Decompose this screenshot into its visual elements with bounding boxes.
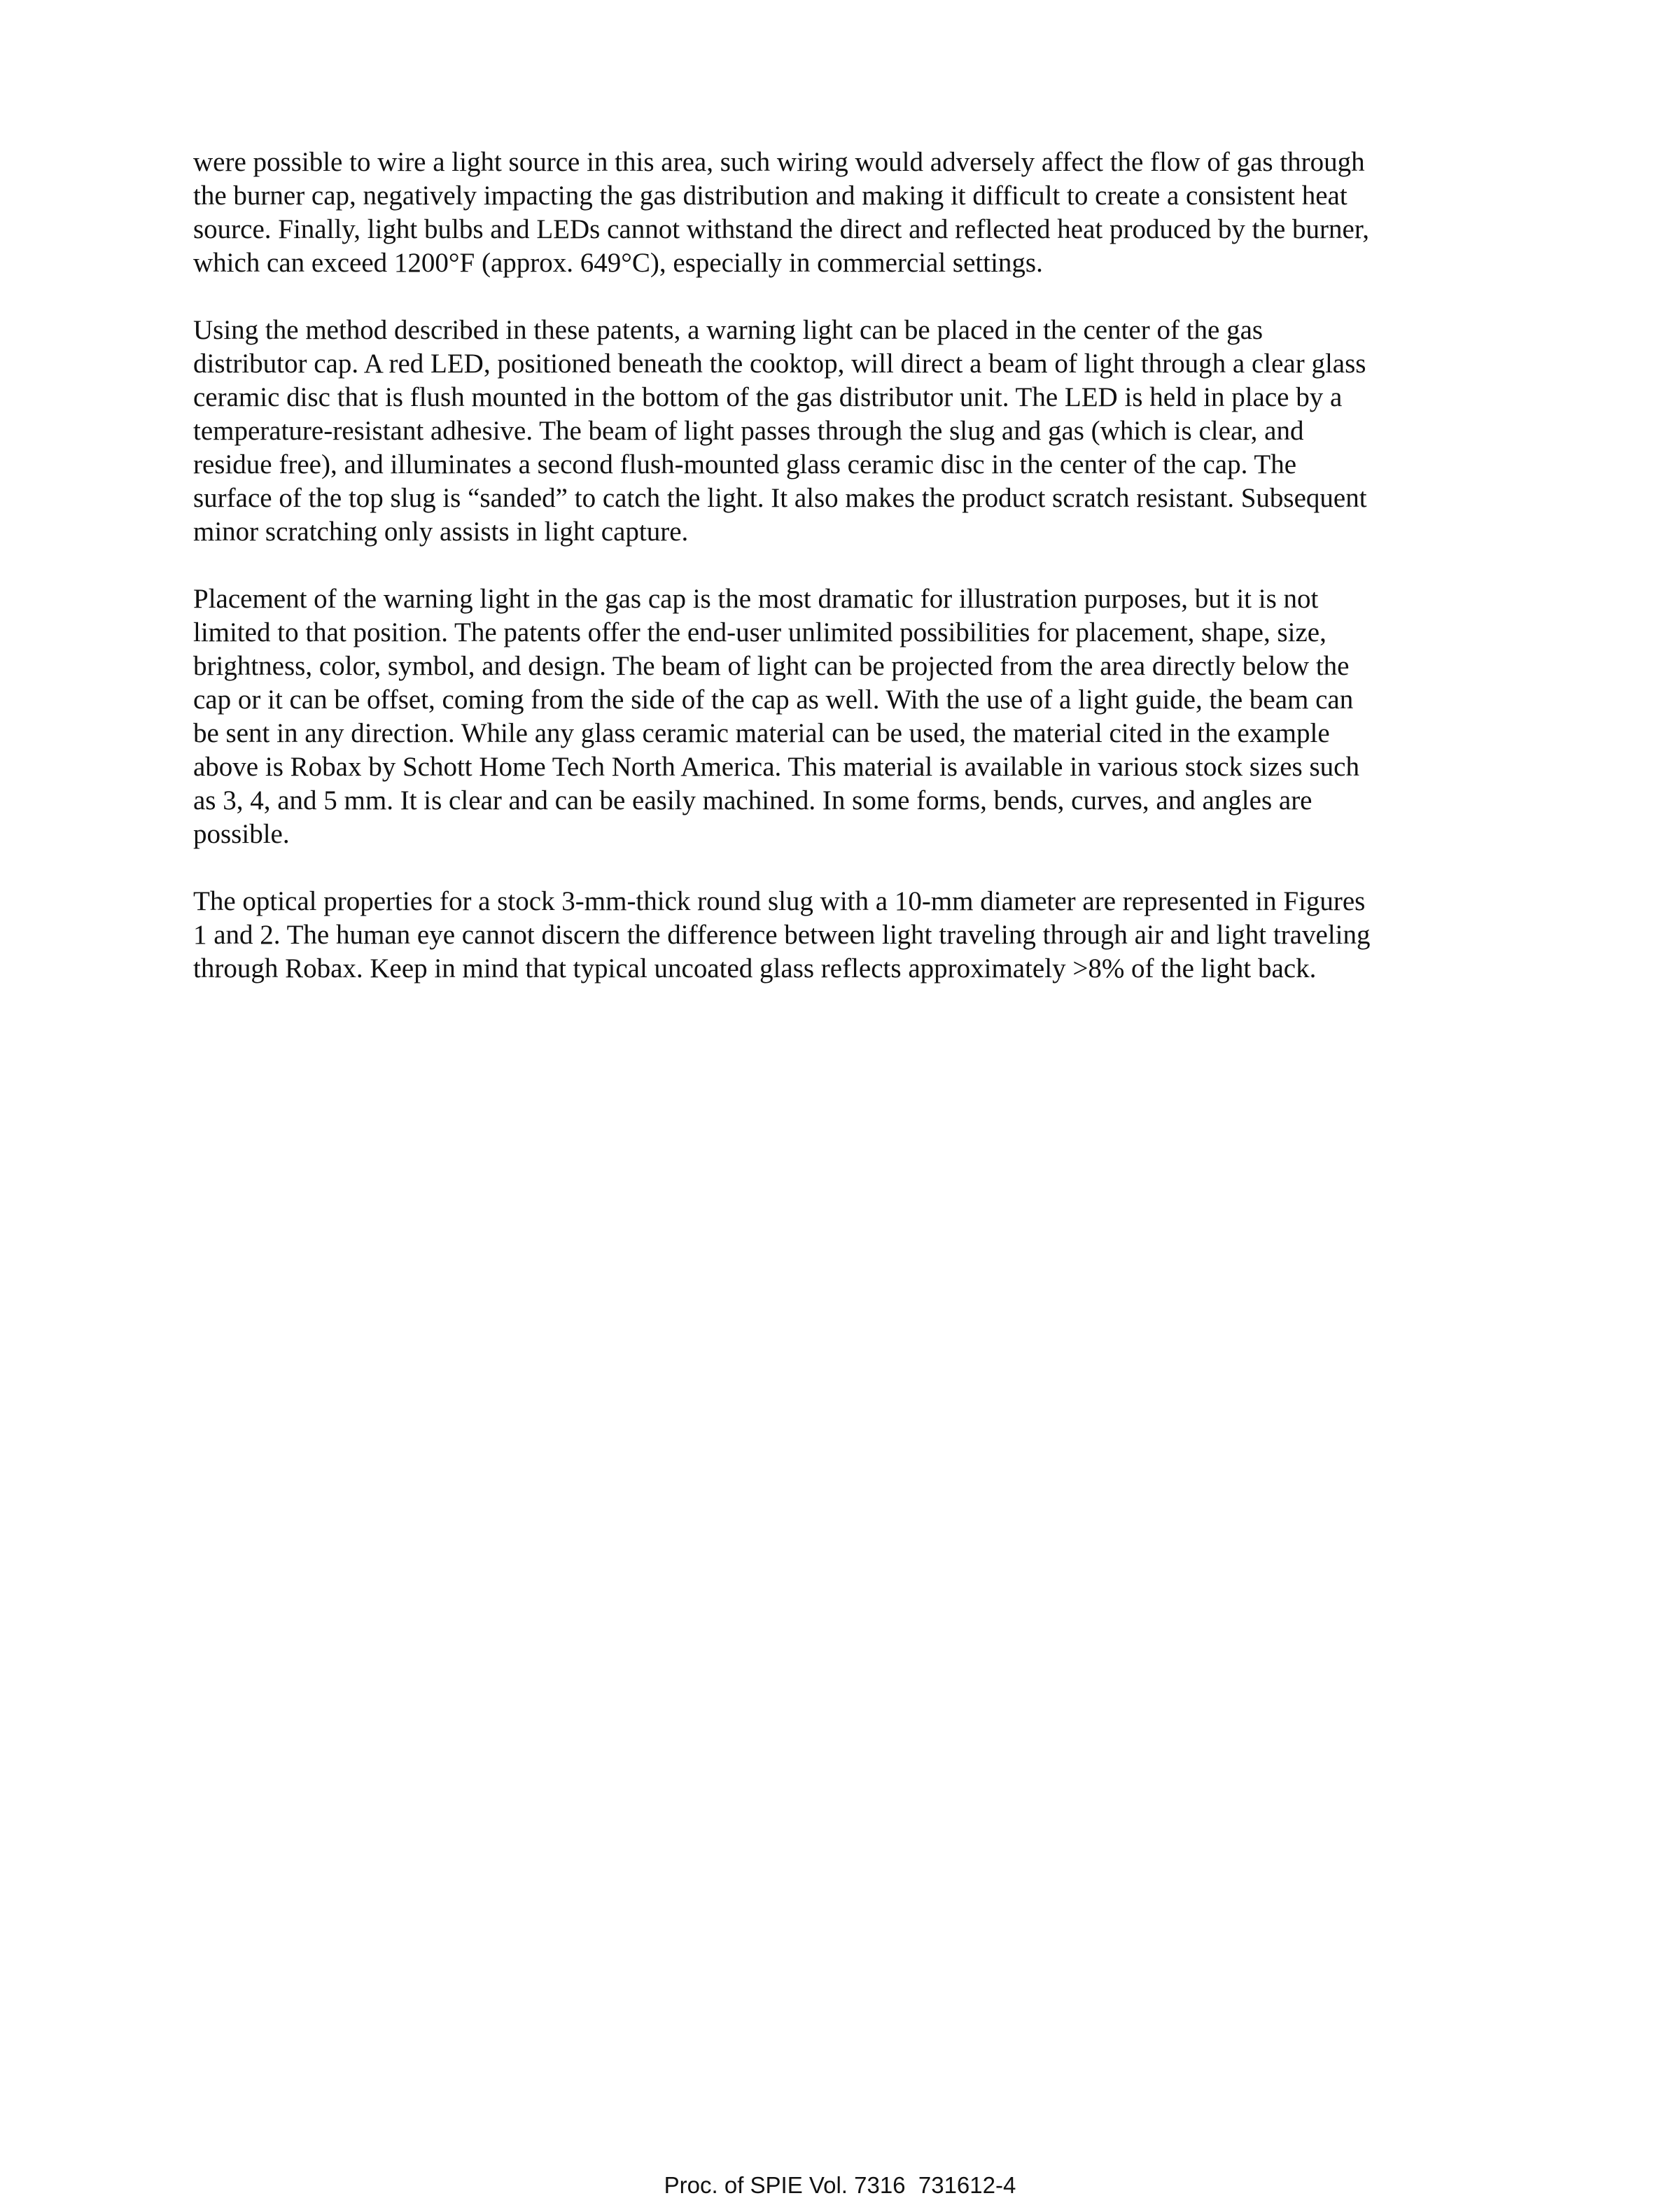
text-line: limited to that position. The patents offer the end-user unlimited possibilities for placement, shape, size, (193, 617, 1326, 648)
text-line: as 3, 4, and 5 mm. It is clear and can be easily machined. In some forms, bends, curves, and angles are (193, 785, 1312, 816)
text-line: Placement of the warning light in the gas cap is the most dramatic for illustration purposes, but it is not (193, 584, 1319, 614)
text-line: cap or it can be offset, coming from the side of the cap as well. With the use of a light guide, the beam can (193, 685, 1354, 715)
paragraph-2 (193, 314, 1509, 549)
text-line: were possible to wire a light source in this area, such wiring would adversely affect the flow of gas through (193, 147, 1365, 177)
paragraph-1 (193, 146, 1509, 280)
text-line: which can exceed 1200°F (approx. 649°C), especially in commercial settings. (193, 248, 1043, 278)
text-line: Using the method described in these patents, a warning light can be placed in the center of the gas (193, 315, 1264, 345)
text-line: temperature-resistant adhesive. The beam of light passes through the slug and gas (which is clear, and (193, 416, 1304, 446)
text-line: brightness, color, symbol, and design. The beam of light can be projected from the area directly below the (193, 651, 1350, 681)
text-line: distributor cap. A red LED, positioned beneath the cooktop, will direct a beam of light through a clear glass (193, 349, 1366, 379)
paragraph-4 (193, 885, 1509, 986)
text-line: above is Robax by Schott Home Tech North America. This material is available in various stock sizes such (193, 752, 1359, 782)
text-line: 1 and 2. The human eye cannot discern the difference between light traveling through air and light traveling (193, 920, 1371, 950)
text-line: source. Finally, light bulbs and LEDs cannot withstand the direct and reflected heat produced by the burner, (193, 214, 1369, 244)
text-line: The optical properties for a stock 3-mm-thick round slug with a 10-mm diameter are represented in Figures (193, 886, 1366, 916)
text-line: the burner cap, negatively impacting the gas distribution and making it difficult to create a consistent heat (193, 181, 1348, 211)
text-line: surface of the top slug is “sanded” to catch the light. It also makes the product scratch resistant. Subsequent (193, 483, 1367, 513)
text-line: through Robax. Keep in mind that typical uncoated glass reflects approximately >8% of the light back. (193, 953, 1317, 983)
body-text (193, 146, 1509, 1019)
text-line: be sent in any direction. While any glass ceramic material can be used, the material cited in the example (193, 718, 1330, 748)
text-line: minor scratching only assists in light capture. (193, 517, 689, 547)
text-line: residue free), and illuminates a second flush-mounted glass ceramic disc in the center of the cap. The (193, 449, 1297, 479)
page-footer: Proc. of SPIE Vol. 7316 731612-4 (664, 2172, 1016, 2198)
text-line: ceramic disc that is flush mounted in the bottom of the gas distributor unit. The LED is held in place by a (193, 382, 1343, 412)
text-line: possible. (193, 819, 290, 849)
paragraph-3 (193, 582, 1509, 851)
